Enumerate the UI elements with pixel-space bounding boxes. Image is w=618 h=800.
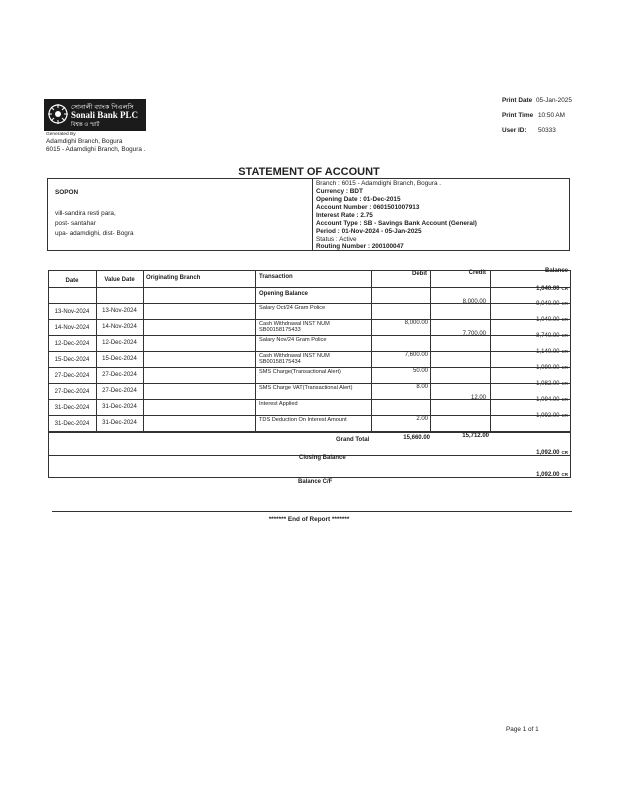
row-transaction: Salary Oct/24 Gram Police — [259, 305, 326, 311]
customer-address-line: post- santahar — [55, 220, 96, 227]
account-status: Status : Active — [316, 236, 357, 243]
row-balance-amount: 8,740.00 — [536, 333, 560, 339]
row-date: 31-Dec-2024 — [54, 405, 90, 411]
header-date: Date — [65, 278, 79, 284]
account-box-divider — [312, 178, 313, 250]
row-balance-amount: 1,082.00 — [536, 381, 560, 387]
row-debit: 2.00 — [416, 416, 428, 422]
table-border — [48, 432, 571, 433]
account-number: Account Number : 0601501007913 — [316, 204, 420, 211]
credit-marker: CR — [561, 301, 568, 306]
row-balance — [490, 349, 568, 356]
row-value-date: 12-Dec-2024 — [102, 340, 137, 346]
row-value-date: 31-Dec-2024 — [102, 420, 137, 426]
row-debit: 8.00 — [416, 384, 428, 390]
balance-cf-label: Balance C/F — [298, 479, 333, 485]
credit-marker: CR — [561, 349, 568, 354]
row-transaction: Cash Withdrawal INST NUM SB00158175434 — [259, 353, 330, 366]
logo-english-name: Sonali Bank PLC — [71, 110, 139, 120]
credit-marker: CR — [561, 317, 568, 322]
table-border — [570, 270, 571, 477]
grand-total-credit: 15,712.00 — [462, 433, 489, 439]
row-credit: 7,700.00 — [462, 331, 486, 337]
account-branch: Branch : 6015 - Adamdighi Branch, Bogura . — [316, 180, 442, 187]
row-date: 15-Dec-2024 — [54, 357, 90, 363]
user-id-value: 50333 — [538, 127, 556, 134]
header-originating-branch: Originating Branch — [146, 275, 201, 281]
customer-address-line: upa- adamdighi, dist- Bogra — [55, 230, 134, 237]
row-transaction: TDS Deduction On Interest Amount — [259, 417, 347, 423]
credit-marker: CR — [561, 365, 568, 370]
generated-by-label: Generated By — [46, 132, 76, 137]
row-balance-amount: 1,090.00 — [536, 365, 560, 371]
row-value-date: 27-Dec-2024 — [102, 388, 137, 394]
row-date: 14-Nov-2024 — [54, 325, 90, 331]
row-balance — [490, 381, 568, 388]
row-transaction: Cash Withdrawal INST NUM SB00158175433 — [259, 321, 330, 334]
row-credit: 12.00 — [470, 395, 486, 401]
row-credit: 8,000.00 — [462, 299, 486, 305]
header-value-date: Value Date — [104, 277, 135, 283]
credit-marker: CR — [561, 381, 568, 386]
row-date: 27-Dec-2024 — [54, 373, 90, 379]
customer-name: SOPON — [55, 189, 79, 196]
row-date: 12-Dec-2024 — [54, 341, 90, 347]
credit-marker: CR — [561, 472, 568, 477]
logo-bengali-name: সোনালী ব্যাংক পিএলসি — [71, 104, 134, 111]
row-date: 27-Dec-2024 — [54, 389, 90, 395]
row-balance — [490, 317, 568, 324]
row-divider — [48, 431, 571, 432]
grand-total-debit: 15,660.00 — [403, 435, 430, 441]
opening-balance-value — [490, 286, 568, 293]
print-date-value: 05-Jan-2025 — [536, 97, 572, 104]
row-debit: 50.00 — [412, 368, 428, 374]
branch-line-2: 6015 - Adamdighi Branch, Bogura . — [46, 146, 146, 153]
customer-address-line: vill-sandira resti para, — [55, 210, 116, 217]
account-period: Period : 01-Nov-2024 - 05-Jan-2025 — [316, 228, 422, 235]
row-date: 31-Dec-2024 — [54, 421, 90, 427]
header-transaction: Transaction — [259, 274, 293, 280]
balance-cf-amount: 1,092.00 — [536, 472, 560, 478]
opening-balance-amount: 1,040.00 — [536, 286, 560, 292]
bank-logo — [44, 99, 146, 131]
closing-balance-label: Closing Balance — [299, 455, 346, 461]
grand-total-label: Grand Total — [336, 437, 370, 443]
print-time-value: 10:50 AM — [538, 112, 566, 119]
credit-marker: CR — [561, 286, 568, 291]
row-value-date: 27-Dec-2024 — [102, 372, 137, 378]
closing-balance-amount: 1,092.00 — [536, 450, 560, 456]
row-balance — [490, 413, 568, 420]
account-info-box — [47, 178, 570, 251]
header-debit: Debit — [412, 271, 427, 277]
account-opening-date: Opening Date : 01-Dec-2015 — [316, 196, 401, 203]
row-value-date: 31-Dec-2024 — [102, 404, 137, 410]
row-value-date: 15-Dec-2024 — [102, 356, 137, 362]
print-date-label: Print Date — [502, 97, 533, 104]
row-debit: 7,600.00 — [404, 352, 428, 358]
row-balance-amount: 1,040.00 — [536, 317, 560, 323]
closing-balance-value — [490, 450, 568, 457]
opening-balance-label: Opening Balance — [259, 291, 309, 297]
row-value-date: 13-Nov-2024 — [102, 308, 137, 314]
row-balance — [490, 397, 568, 404]
row-transaction: SMS Charge VAT(Transactional Alert) — [259, 385, 353, 391]
header-balance: Balance — [544, 268, 568, 274]
credit-marker: CR — [561, 413, 568, 418]
row-balance — [490, 301, 568, 308]
row-balance-amount: 1,092.00 — [536, 413, 560, 419]
row-date: 13-Nov-2024 — [54, 309, 90, 315]
credit-marker: CR — [561, 397, 568, 402]
row-balance-amount: 9,040.00 — [536, 301, 560, 307]
header-credit: Credit — [468, 270, 486, 276]
account-type: Account Type : SB - Savings Bank Account (General) — [316, 220, 477, 227]
account-interest-rate: Interest Rate : 2.75 — [316, 212, 373, 219]
row-transaction: SMS Charge(Transactional Alert) — [259, 369, 341, 375]
row-value-date: 14-Nov-2024 — [102, 324, 137, 330]
credit-marker: CR — [561, 333, 568, 338]
row-balance — [490, 365, 568, 372]
print-time-label: Print Time — [502, 112, 534, 119]
page-number: Page 1 of 1 — [506, 726, 539, 733]
bank-emblem-icon — [47, 103, 69, 125]
branch-line-1: Adamdighi Branch, Bogura — [46, 138, 123, 145]
row-transaction: Salary Nov/24 Gram Police — [259, 337, 327, 343]
row-balance-amount: 1,140.00 — [536, 349, 560, 355]
account-currency: Currency : BDT — [316, 188, 363, 195]
page-title: STATEMENT OF ACCOUNT — [238, 166, 380, 178]
report-end-rule — [52, 511, 572, 512]
end-of-report: ******* End of Report ******* — [268, 516, 350, 523]
user-id-label: User ID: — [502, 127, 527, 134]
logo-tagline: বিশ্বস্ত ও স্মার্ট — [71, 122, 100, 128]
balance-cf-value — [490, 472, 568, 479]
credit-marker: CR — [561, 450, 568, 455]
row-balance-amount: 1,094.00 — [536, 397, 560, 403]
row-debit: 8,000.00 — [404, 320, 428, 326]
row-balance — [490, 333, 568, 340]
account-routing-number: Routing Number : 200100047 — [316, 243, 404, 250]
row-transaction: Interest Applied — [259, 401, 298, 407]
